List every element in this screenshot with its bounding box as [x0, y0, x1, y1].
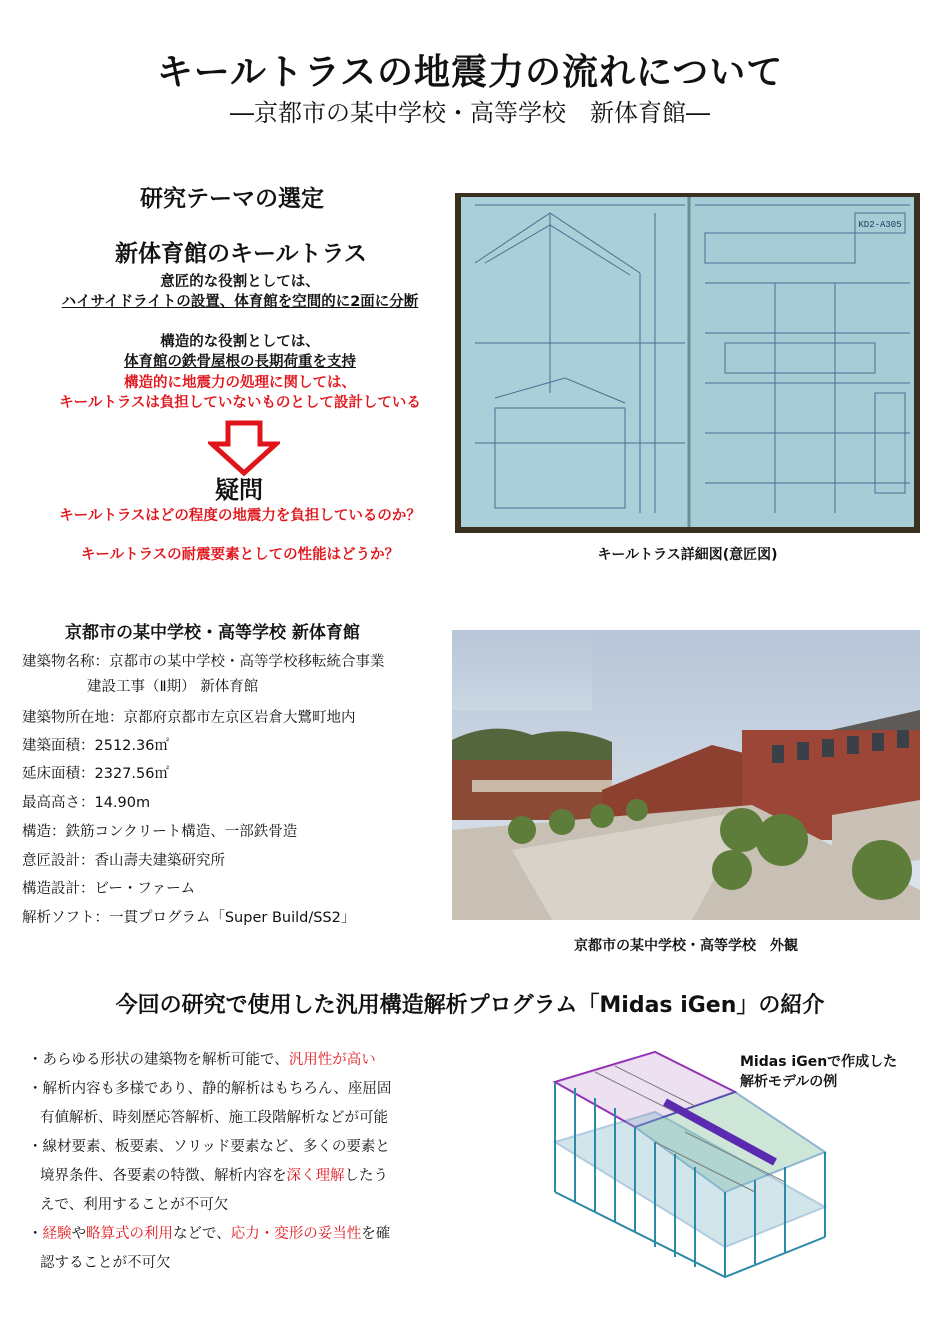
- spec-floor-area: 延床面積：2327.56㎡: [22, 766, 169, 782]
- photo-caption: 京都市の某中学校・高等学校 外観: [574, 938, 798, 954]
- bullet-3-line-1: ・線材要素、板要素、ソリッド要素など、多くの要素と: [28, 1139, 390, 1155]
- model-caption: Midas iGenで作成した 解析モデルの例: [740, 1054, 898, 1090]
- page-title: キールトラスの地震力の流れについて: [156, 52, 784, 93]
- blueprint-image: [455, 193, 920, 533]
- blueprint-caption: キールトラス詳細図(意匠図): [597, 547, 778, 563]
- seismic-line-1: 構造的に地震力の処理に関しては、: [124, 375, 356, 391]
- bullet-2-line-2: 有値解析、時刻歴応答解析、施工段階解析などが可能: [40, 1110, 388, 1126]
- struct-role-intro: 構造的な役割としては、: [160, 334, 320, 350]
- spec-design: 意匠設計：香山壽夫建築研究所: [22, 853, 225, 869]
- midas-heading: 今回の研究で使用した汎用構造解析プログラム「Midas iGen」の紹介: [115, 993, 825, 1018]
- question-heading: 疑問: [215, 476, 263, 504]
- question-2: キールトラスの耐震要素としての性能はどうか？: [80, 547, 400, 563]
- down-arrow-icon: [208, 420, 280, 476]
- design-role: ハイサイドライトの設置、体育館を空間的に2面に分断: [61, 294, 419, 310]
- spec-max-height: 最高高さ：14.90m: [22, 795, 151, 811]
- blueprint-label: KD2-A305: [858, 220, 902, 230]
- seismic-line-2: キールトラスは負担していないものとして設計している: [59, 395, 421, 411]
- spec-name-line-2: 建設工事（Ⅱ期） 新体育館: [87, 679, 259, 695]
- design-role-intro: 意匠的な役割としては、: [160, 274, 320, 290]
- bullet-1-highlight: 汎用性が高い: [288, 1052, 376, 1068]
- bullet-3-highlight: 深く理解: [286, 1168, 345, 1184]
- bullet-3-line-3: えで、利用することが不可欠: [40, 1197, 229, 1213]
- question-1: キールトラスはどの程度の地震力を負担しているのか？: [59, 508, 421, 524]
- bullet-2-line-1: ・解析内容も多様であり、静的解析はもちろん、座屈固: [28, 1081, 392, 1097]
- bullet-1: ・あらゆる形状の建築物を解析可能で、汎用性が高い: [28, 1052, 376, 1068]
- bullet-3-line-2: 境界条件、各要素の特徴、解析内容を深く理解したう: [40, 1168, 388, 1184]
- bullet-4-line-2: 認することが不可欠: [40, 1255, 171, 1271]
- spec-building-area: 建築面積：2512.36㎡: [22, 738, 169, 754]
- theme-heading: 研究テーマの選定: [140, 186, 324, 212]
- struct-role: 体育館の鉄骨屋根の長期荷重を支持: [124, 354, 356, 370]
- page-subtitle: ―京都市の某中学校・高等学校 新体育館―: [230, 99, 710, 127]
- bullet-4-line-1: ・経験や略算式の利用などで、応力・変形の妥当性を確: [28, 1226, 391, 1242]
- school-heading: 京都市の某中学校・高等学校 新体育館: [65, 623, 360, 643]
- keel-truss-heading: 新体育館のキールトラス: [115, 241, 367, 267]
- spec-struct-design: 構造設計：ビー・ファーム: [22, 881, 196, 897]
- spec-software: 解析ソフト：一貫プログラム「Super Build/SS2」: [22, 910, 356, 926]
- spec-location: 建築物所在地：京都府京都市左京区岩倉大鷺町地内: [22, 710, 356, 726]
- spec-name-line-1: 建築物名称：京都市の某中学校・高等学校移転統合事業: [22, 654, 385, 670]
- exterior-photo: [452, 630, 920, 920]
- spec-structure: 構造：鉄筋コンクリート構造、一部鉄骨造: [22, 824, 298, 840]
